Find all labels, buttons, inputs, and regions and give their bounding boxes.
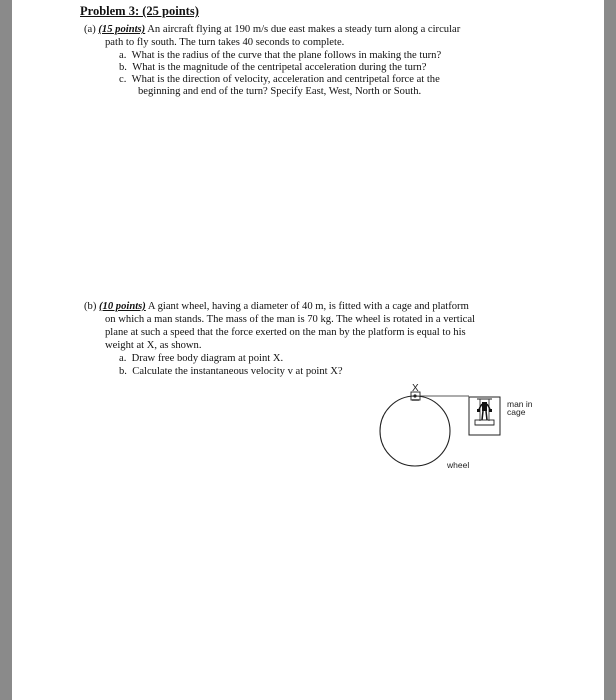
point-x-dot [413,394,416,397]
wheel-cage-diagram [12,0,604,700]
cage-label-line-2: cage [507,407,526,417]
part-b-line-4: weight at X, as shown. [105,340,202,351]
man-figure [477,402,492,420]
part-a-line-1: (a) (15 points) An aircraft flying at 190 m/s due east makes a steady turn along a circular [84,24,461,35]
document-page [12,0,604,700]
problem-title: Problem 3: (25 points) [80,4,199,18]
part-b-item-b: b. Calculate the instantaneous velocity v at point X? [119,366,343,377]
part-b-line-2: on which a man stands. The mass of the man is 70 kg. The wheel is rotated in a vertical [105,314,476,325]
platform [475,420,494,425]
wheel-label: wheel [447,460,470,470]
cage-label-line-1: man in [507,399,533,409]
part-a-item-a: a. What is the radius of the curve that the plane follows in making the turn? [119,50,442,61]
wheel-circle [380,396,450,466]
point-x-label: X [412,383,419,394]
part-a-item-b: b. What is the magnitude of the centripetal acceleration during the turn? [119,62,427,73]
part-a-line-2: path to fly south. The turn takes 40 seconds to complete. [105,37,345,48]
part-a-item-c-cont: beginning and end of the turn? Specify East, West, North or South. [138,86,422,97]
part-b-line-3: plane at such a speed that the force exerted on the man by the platform is equal to his [105,327,466,338]
part-a-points: (15 points) [98,24,146,35]
part-b-points: (10 points) [99,301,146,312]
part-a-item-c: c. What is the direction of velocity, acceleration and centripetal force at the [119,74,440,85]
part-b-line-1: (b) (10 points) A giant wheel, having a diameter of 40 m, is fitted with a cage and platform [84,301,469,312]
part-b-item-a: a. Draw free body diagram at point X. [119,353,284,364]
